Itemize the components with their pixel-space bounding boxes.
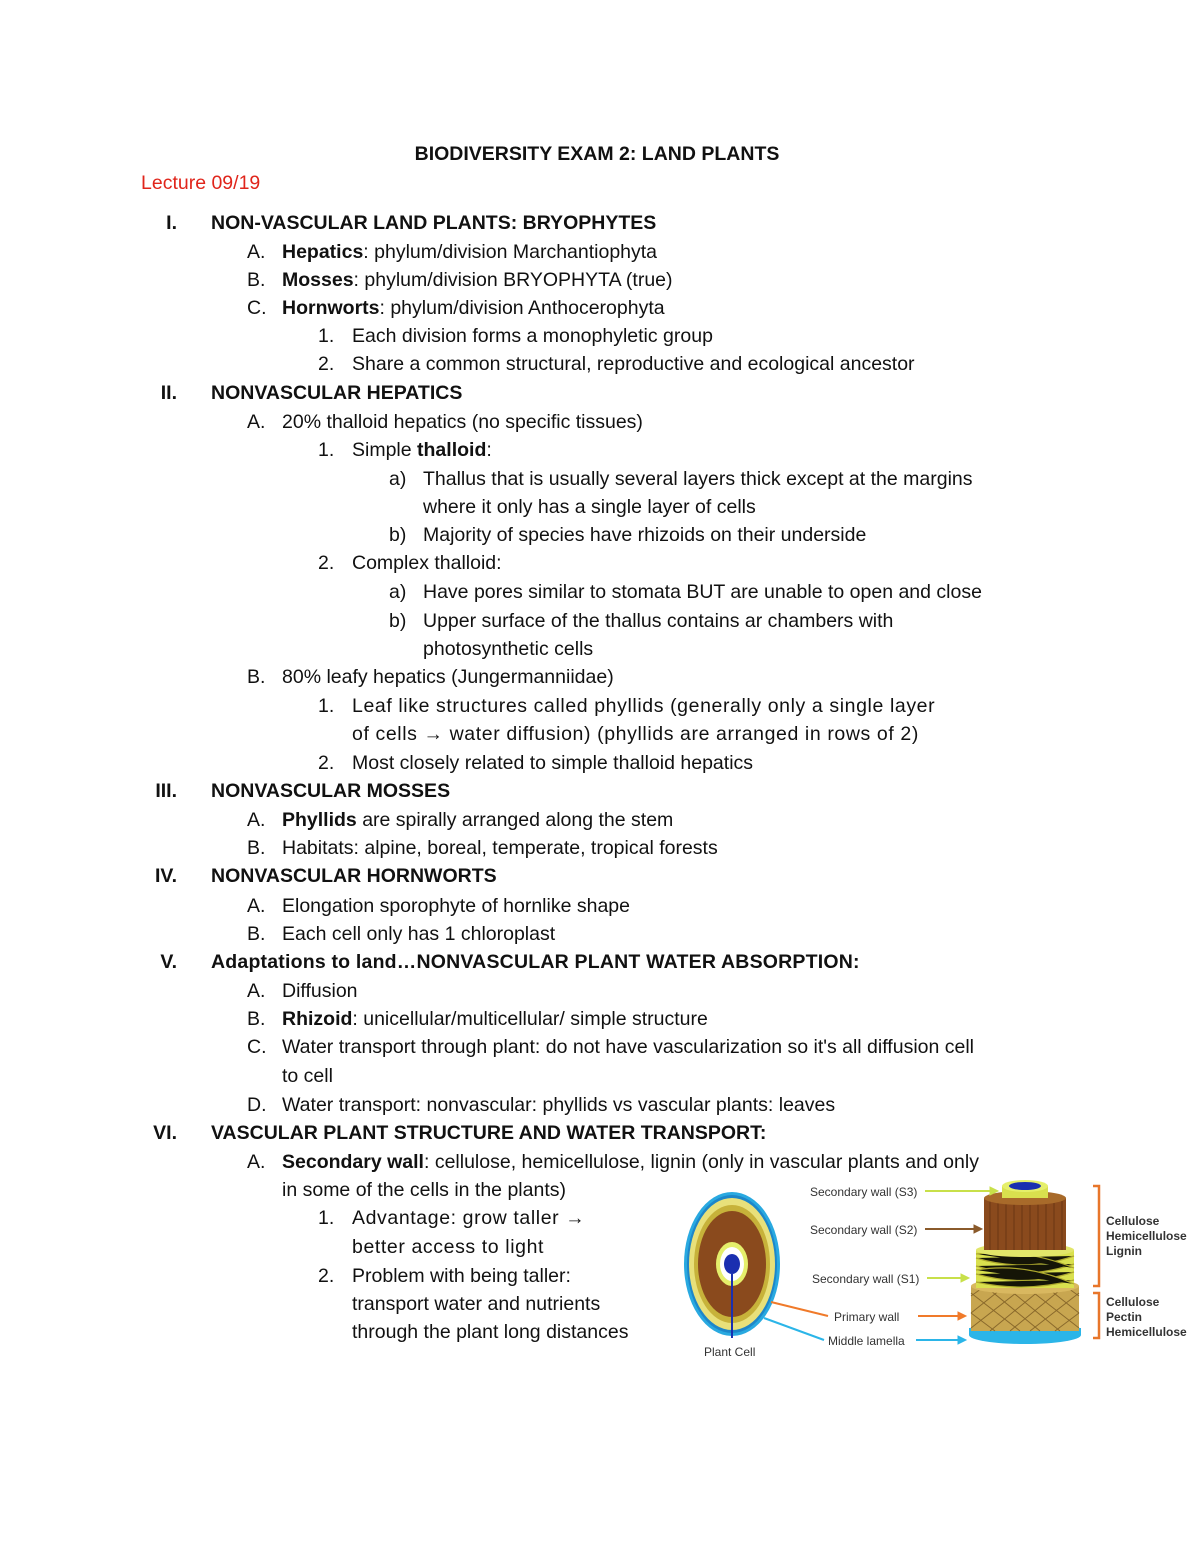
- outline-marker: A.: [247, 1151, 266, 1173]
- outline-text: [352, 751, 753, 775]
- outline-text: [352, 324, 713, 348]
- outline-text: [352, 694, 935, 718]
- bold-term: Mosses: [282, 269, 354, 291]
- outline-marker: A.: [247, 241, 266, 263]
- text-run: of cells → water diffusion) (phyllids are arranged in rows of 2): [352, 723, 919, 745]
- outline-marker: B.: [247, 666, 266, 688]
- arrow-lamella-left: [764, 1318, 824, 1340]
- outline-text: [282, 894, 630, 918]
- outline-text: [423, 637, 593, 661]
- outline-marker: a): [389, 581, 407, 603]
- text-run: to cell: [282, 1065, 333, 1087]
- wall-layers-cylinder: [969, 1180, 1081, 1344]
- page-title: BIODIVERSITY EXAM 2: LAND PLANTS: [414, 143, 780, 165]
- bold-term: Rhizoid: [282, 1008, 353, 1030]
- outline-text: [352, 1235, 544, 1259]
- text-run: Habitats: alpine, boreal, temperate, tropical forests: [282, 837, 718, 859]
- outline-marker: 1.: [318, 439, 335, 461]
- text-run: VASCULAR PLANT STRUCTURE AND WATER TRANSPORT:: [211, 1122, 767, 1144]
- outline-text: [282, 979, 358, 1003]
- outline-marker: I.: [166, 212, 177, 234]
- outline-text: [211, 950, 860, 974]
- text-run: Share a common structural, reproductive and ecological ancestor: [352, 353, 915, 375]
- label-s1: Secondary wall (S1): [812, 1272, 920, 1286]
- text-run: Upper surface of the thallus contains ar chambers with: [423, 610, 894, 632]
- group1-label-b: Hemicellulose: [1106, 1229, 1187, 1243]
- bold-term: thalloid: [417, 439, 487, 461]
- outline-marker: III.: [155, 780, 177, 802]
- arrowhead-s1: [961, 1274, 969, 1282]
- text-run: in some of the cells in the plants): [282, 1179, 566, 1201]
- outline-marker: A.: [247, 980, 266, 1002]
- outline-text: [282, 240, 657, 264]
- label-primary: Primary wall: [834, 1310, 900, 1324]
- outline-marker: A.: [247, 895, 266, 917]
- outline-text: [211, 1121, 766, 1145]
- text-run: photosynthetic cells: [423, 638, 594, 660]
- outline-text: [352, 1292, 600, 1316]
- outline-marker: 1.: [318, 695, 335, 717]
- outline-marker: 2.: [318, 552, 335, 574]
- outline-marker: 1.: [318, 325, 335, 347]
- text-run: through the plant long distances: [352, 1321, 629, 1343]
- outline-marker: II.: [160, 382, 177, 404]
- text-run: Water transport through plant: do not have vascularization so it's all diffusion cell: [282, 1036, 975, 1058]
- outline-text: [352, 722, 919, 746]
- outline-text: [282, 296, 665, 320]
- text-run: Complex thalloid:: [352, 552, 502, 574]
- text-run: 80% leafy hepatics (Jungermanniidae): [282, 666, 614, 688]
- text-run: Elongation sporophyte of hornlike shape: [282, 895, 630, 917]
- text-run: Advantage: grow taller →: [352, 1207, 586, 1229]
- outline-text: [282, 1093, 835, 1117]
- outline-marker: 1.: [318, 1207, 335, 1229]
- outline-marker: A.: [247, 809, 266, 831]
- text-run: Adaptations to land…NONVASCULAR PLANT WATER ABSORPTION:: [211, 951, 860, 973]
- outline-marker: IV.: [154, 865, 177, 887]
- outline-text: [423, 495, 756, 519]
- outline-marker: V.: [160, 951, 177, 973]
- cell-wall-diagram: [680, 1178, 1195, 1363]
- outline-marker: B.: [247, 837, 266, 859]
- text-run: : phylum/division BRYOPHYTA (true): [353, 269, 673, 291]
- text-run: Each cell only has 1 chloroplast: [282, 923, 556, 945]
- outline-text: [282, 1064, 333, 1088]
- outline-marker: 2.: [318, 752, 335, 774]
- lecture-label: Lecture 09/19: [141, 172, 261, 194]
- text-run: NONVASCULAR HEPATICS: [211, 382, 463, 404]
- bold-term: Hepatics: [282, 241, 364, 263]
- outline-text: [423, 523, 866, 547]
- outline-text: [211, 211, 656, 235]
- text-run: Most closely related to simple thalloid hepatics: [352, 752, 754, 774]
- bracket-pectin-group: [1093, 1293, 1099, 1338]
- text-run: transport water and nutrients: [352, 1293, 601, 1315]
- text-run: Each division forms a monophyletic group: [352, 325, 713, 347]
- arrowhead-primary: [958, 1312, 966, 1320]
- outline-marker: VI.: [153, 1122, 177, 1144]
- text-run: Simple: [352, 439, 418, 461]
- bracket-lignin-group: [1093, 1186, 1099, 1286]
- outline-marker: C.: [247, 1036, 267, 1058]
- outline-text: [282, 410, 643, 434]
- group2-label-b: Pectin: [1106, 1310, 1143, 1324]
- outline-marker: b): [389, 524, 407, 546]
- outline-text: [352, 1320, 628, 1344]
- bold-term: Hornworts: [282, 297, 380, 319]
- outline-text: [352, 352, 915, 376]
- text-run: NONVASCULAR HORNWORTS: [211, 865, 497, 887]
- text-run: Problem with being taller:: [352, 1265, 571, 1287]
- outline-marker: D.: [247, 1094, 267, 1116]
- text-run: : phylum/division Marchantiophyta: [363, 241, 658, 263]
- outline-marker: a): [389, 468, 407, 490]
- label-s3: Secondary wall (S3): [810, 1185, 918, 1199]
- outline-text: [352, 551, 502, 575]
- bold-term: Phyllids: [282, 809, 357, 831]
- outline-text: [211, 864, 497, 888]
- text-run: Leaf like structures called phyllids (generally only a single layer: [352, 695, 936, 717]
- outline-marker: b): [389, 610, 407, 632]
- outline-text: [282, 922, 555, 946]
- outline-text: [211, 779, 450, 803]
- outline-text: [282, 1035, 974, 1059]
- text-run: NON-VASCULAR LAND PLANTS: BRYOPHYTES: [211, 212, 657, 234]
- text-run: Water transport: nonvascular: phyllids vs vascular plants: leaves: [282, 1094, 836, 1116]
- outline-text: [352, 438, 492, 462]
- group1-label-c: Lignin: [1106, 1244, 1142, 1258]
- text-run: : phylum/division Anthocerophyta: [379, 297, 665, 319]
- arrowhead-s2: [974, 1225, 982, 1233]
- outline-marker: 2.: [318, 1265, 335, 1287]
- text-run: where it only has a single layer of cells: [423, 496, 756, 518]
- text-run: Thallus that is usually several layers thick except at the margins: [423, 468, 973, 490]
- outline-text: [423, 467, 973, 491]
- label-lamella: Middle lamella: [828, 1334, 905, 1348]
- outline-text: [423, 580, 982, 604]
- arrowhead-lamella: [958, 1336, 966, 1344]
- text-run: better access to light: [352, 1236, 545, 1258]
- outline-marker: B.: [247, 269, 266, 291]
- text-run: :: [486, 439, 492, 461]
- outline-text: [423, 609, 893, 633]
- outline-text: [211, 381, 462, 405]
- outline-marker: C.: [247, 297, 267, 319]
- group2-label-c: Hemicellulose: [1106, 1325, 1187, 1339]
- text-run: are spirally arranged along the stem: [356, 809, 674, 831]
- outline-text: [352, 1206, 585, 1230]
- arrow-primary-left: [771, 1302, 828, 1316]
- outline-text: [282, 808, 673, 832]
- outline-marker: 2.: [318, 353, 335, 375]
- outline-text: [352, 1264, 571, 1288]
- group1-label-a: Cellulose: [1106, 1214, 1160, 1228]
- outline-text: [282, 665, 614, 689]
- outline-marker: B.: [247, 1008, 266, 1030]
- text-run: Have pores similar to stomata BUT are unable to open and close: [423, 581, 982, 603]
- outline-text: [282, 1178, 566, 1202]
- label-s2: Secondary wall (S2): [810, 1223, 918, 1237]
- group2-label-a: Cellulose: [1106, 1295, 1160, 1309]
- text-run: : cellulose, hemicellulose, lignin (only in vascular plants and only: [423, 1151, 979, 1173]
- outline-text: [282, 836, 718, 860]
- text-run: 20% thalloid hepatics (no specific tissues): [282, 411, 643, 433]
- text-run: NONVASCULAR MOSSES: [211, 780, 451, 802]
- label-plant-cell: Plant Cell: [704, 1345, 756, 1359]
- outline-text: [282, 268, 673, 292]
- text-run: Majority of species have rhizoids on their underside: [423, 524, 867, 546]
- outline-marker: A.: [247, 411, 266, 433]
- text-run: : unicellular/multicellular/ simple structure: [352, 1008, 708, 1030]
- bold-term: Secondary wall: [282, 1151, 424, 1173]
- outline-marker: B.: [247, 923, 266, 945]
- outline-text: [282, 1150, 979, 1174]
- text-run: Diffusion: [282, 980, 358, 1002]
- outline-text: [282, 1007, 708, 1031]
